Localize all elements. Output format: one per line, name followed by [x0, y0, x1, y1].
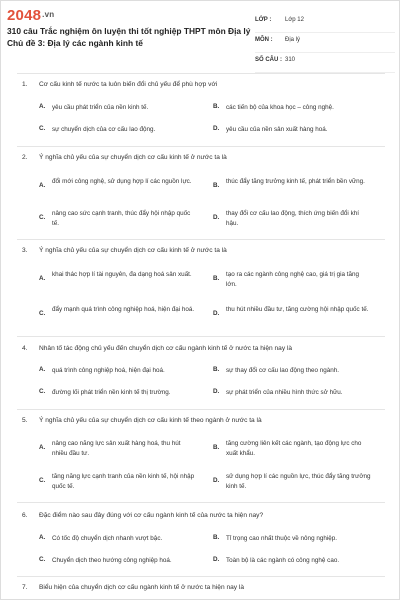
question-text: Biểu hiện của chuyển dịch cơ cấu ngành kinh tế ở nước ta hiện nay là — [39, 584, 245, 591]
divider — [17, 502, 385, 503]
option-letter: B. — [213, 182, 220, 189]
divider — [17, 336, 385, 337]
option-text: Toàn bộ là các ngành có công nghệ cao. — [226, 557, 340, 564]
divider — [17, 73, 385, 74]
option-text: sự chuyển dịch của cơ cấu lao động. — [52, 126, 156, 133]
meta-table — [255, 13, 395, 73]
option-letter: C. — [39, 477, 46, 484]
option-text: nâng cao năng lực sản xuất hàng hoá, thu hút nhiều đầu tư. — [52, 440, 181, 457]
option-text: đẩy mạnh quá trình công nghiệp hoá, hiện đại hoá. — [52, 306, 195, 313]
meta-value: Lớp 12 — [285, 17, 304, 23]
option-letter: D. — [213, 310, 220, 317]
option-letter: D. — [213, 388, 220, 395]
option-letter: D. — [213, 477, 220, 484]
option-letter: B. — [213, 444, 220, 451]
option-text: Có tốc độ chuyển dịch nhanh vượt bậc. — [52, 535, 163, 542]
question-number: 7. — [22, 584, 28, 591]
option-text: thay đổi cơ cấu lao động, thích ứng biến đổi khí hậu. — [226, 210, 359, 227]
question-number: 3. — [22, 247, 28, 254]
brand-logo[interactable] — [7, 7, 54, 24]
option-letter: B. — [213, 103, 220, 110]
option-letter: C. — [39, 556, 46, 563]
meta-row-subject — [255, 33, 395, 53]
question-number: 1. — [22, 81, 28, 88]
meta-label: MÔN : — [255, 37, 273, 43]
option-letter: D. — [213, 125, 220, 132]
option-letter: A. — [39, 103, 46, 110]
option-text: đổi mới công nghệ, sử dụng hợp lí các nguồn lực. — [52, 178, 192, 185]
option-text: sự thay đổi cơ cấu lao động theo ngành. — [226, 367, 340, 374]
question-text: Cơ cấu kinh tế nước ta luôn biến đổi chủ yếu để phù hợp với — [39, 81, 218, 88]
question-text: Ý nghĩa chủ yếu của sự chuyển dịch cơ cấu kinh tế ở nước ta là — [39, 247, 227, 254]
question-number: 2. — [22, 154, 28, 161]
meta-row-count — [255, 53, 395, 73]
option-letter: B. — [213, 534, 220, 541]
option-text: yêu cầu của nền sản xuất hàng hoá. — [226, 126, 328, 133]
meta-label: LỚP : — [255, 17, 272, 23]
option-letter: B. — [213, 366, 220, 373]
option-letter: C. — [39, 310, 46, 317]
option-letter: A. — [39, 534, 46, 541]
divider — [17, 409, 385, 410]
option-text: tăng năng lực cạnh tranh của nền kinh tế, hội nhập quốc tế. — [52, 473, 195, 490]
option-letter: A. — [39, 366, 46, 373]
option-text: nâng cao sức cạnh tranh, thúc đẩy hội nhập quốc tế. — [52, 210, 191, 227]
option-letter: C. — [39, 214, 46, 221]
option-letter: D. — [213, 556, 220, 563]
brand-name: 2048 — [7, 7, 42, 24]
option-text: đường lối phát triển nền kinh tế thị trường. — [52, 389, 171, 396]
option-text: sự phát triển của nhiều hình thức sở hữu. — [226, 389, 343, 396]
divider — [17, 146, 385, 147]
question-text: Nhân tố tác động chủ yếu đến chuyển dịch cơ cấu ngành kinh tế ở nước ta hiện nay là — [39, 345, 293, 352]
option-letter: A. — [39, 444, 46, 451]
meta-row-class — [255, 13, 395, 33]
option-text: các tiến bộ của khoa học – công nghệ. — [226, 104, 334, 111]
option-letter: C. — [39, 125, 46, 132]
question-text: Ý nghĩa chủ yếu của sự chuyển dịch cơ cấu kinh tế ở nước ta là — [39, 154, 227, 161]
question-number: 6. — [22, 512, 28, 519]
question-text: Đặc điểm nào sau đây đúng với cơ cấu ngành kinh tế của nước ta hiện nay? — [39, 512, 264, 519]
question-number: 4. — [22, 345, 28, 352]
meta-value: Địa lý — [285, 37, 301, 43]
brand-suffix: .vn — [42, 10, 55, 19]
option-text: quá trình công nghiệp hoá, hiện đại hoá. — [52, 367, 165, 374]
option-text: thúc đẩy tăng trưởng kinh tế, phát triển bền vững. — [226, 178, 365, 185]
question-number: 5. — [22, 417, 28, 424]
meta-value: 310 — [285, 57, 296, 63]
divider — [17, 576, 385, 577]
option-text: tăng cường liên kết các ngành, tạo động lực cho xuất khẩu. — [226, 440, 362, 457]
option-text: khai thác hợp lí tài nguyên, đa dạng hoá sản xuất. — [52, 271, 192, 278]
option-text: sử dụng hợp lí các nguồn lực, thúc đẩy tăng trưởng kinh tế. — [226, 473, 371, 490]
document-title: 310 câu Trắc nghiệm ôn luyện thi tốt nghiệp THPT môn Địa lý Chủ đề 3: Địa lý các ngành kinh tế — [7, 26, 251, 48]
option-text: thu hút nhiều đầu tư, tăng cường hội nhập quốc tế. — [226, 306, 369, 313]
option-letter: A. — [39, 275, 46, 282]
option-text: tạo ra các ngành công nghệ cao, giá trị gia tăng lớn. — [226, 271, 360, 288]
option-text: Tỉ trọng cao nhất thuộc về nông nghiệp. — [226, 535, 337, 542]
option-letter: D. — [213, 214, 220, 221]
meta-label: SỐ CÂU : — [255, 57, 282, 63]
divider — [17, 239, 385, 240]
option-text: Chuyển dịch theo hướng công nghiệp hoá. — [52, 557, 172, 564]
question-text: Ý nghĩa chủ yếu của sự chuyển dịch cơ cấu kinh tế theo ngành ở nước ta là — [39, 417, 262, 424]
option-text: yêu cầu phát triển của nền kinh tế. — [52, 104, 149, 111]
document-header — [1, 1, 400, 73]
option-letter: A. — [39, 182, 46, 189]
option-letter: C. — [39, 388, 46, 395]
option-letter: B. — [213, 275, 220, 282]
